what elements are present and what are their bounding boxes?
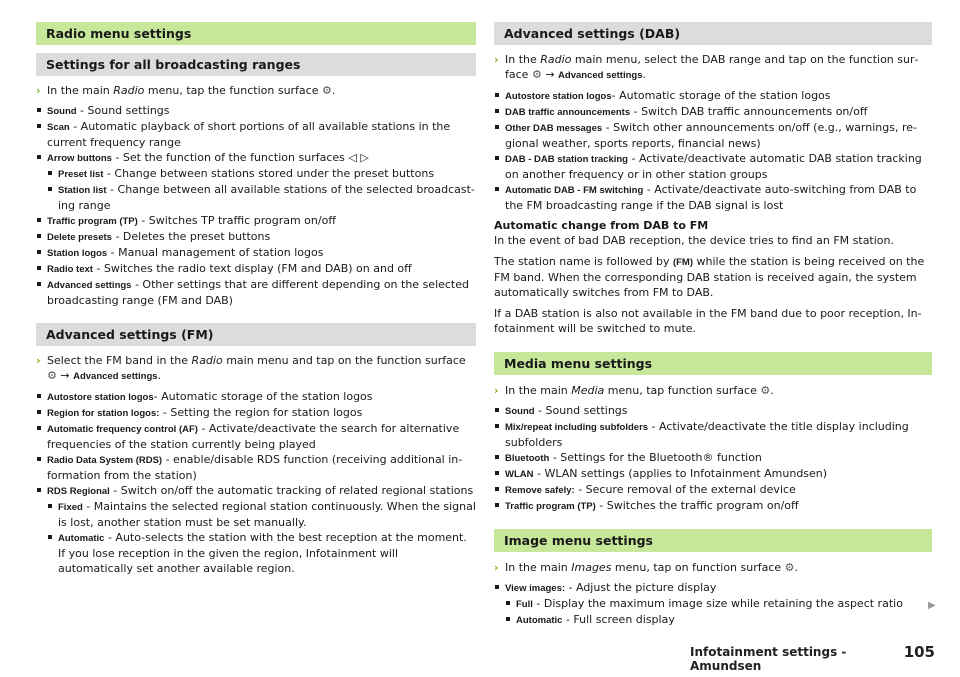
chevron-right-icon: ›: [494, 384, 499, 397]
list-item: Station logos - Manual management of station logos: [36, 245, 476, 261]
gear-icon: ⚙: [531, 68, 542, 81]
dab-settings-list: [494, 88, 932, 213]
radio-menu-heading: Radio menu settings: [36, 22, 476, 45]
gear-icon: ⚙: [784, 561, 795, 574]
page-number: 105: [903, 643, 935, 661]
left-column: [36, 22, 476, 581]
list-item: Autostore station logos- Automatic storage of the station logos: [494, 88, 932, 104]
list-item: Delete presets - Deletes the preset buttons: [36, 229, 476, 245]
triangle-right-icon: ▶: [928, 600, 936, 611]
list-item: Traffic program (TP) - Switches the traffic program on/off: [494, 498, 932, 514]
footer-title: Infotainment settings - Amundsen: [690, 645, 847, 673]
dab-instruction: › In the Radio main menu, select the DAB range and tap on the function surface ⚙ → Advanced settings.: [494, 53, 919, 81]
auto-change-paragraph: Automatic change from DAB to FM In the event of bad DAB reception, the device tries to find an FM station.: [494, 219, 895, 247]
list-item: Fixed - Maintains the selected regional station continuously. When the signal is lost, another station must be set manually.: [47, 499, 476, 530]
gear-icon: ⚙: [47, 369, 57, 382]
broadcasting-ranges-subheading: Settings for all broadcasting ranges: [36, 53, 476, 76]
gear-icon: ⚙: [322, 84, 332, 97]
advanced-fm-subheading: Advanced settings (FM): [36, 323, 476, 346]
list-item: RDS Regional - Switch on/off the automatic tracking of related regional stations Fixed - Maintains the selected regional station continuously. When the signal is lost, another station must be set manually. Automatic - Auto-selects the station with the best reception at the moment. If you lose reception in the given the region, Infotainment will automatically set another available region.: [36, 483, 476, 576]
chevron-right-icon: ›: [36, 354, 41, 367]
image-instruction: › In the main Images menu, tap on function surface ⚙.: [494, 561, 799, 574]
list-item: Mix/repeat including subfolders - Activate/deactivate the title display including subfolders: [494, 419, 932, 450]
fm-instruction: › Select the FM band in the Radio main menu and tap on the function surface ⚙ → Advanced settings.: [36, 354, 466, 382]
list-item: Advanced settings - Other settings that are different depending on the selected broadcasting range (FM and DAB): [36, 277, 476, 308]
page-footer: [690, 643, 935, 673]
list-item: Bluetooth - Settings for the Bluetooth® function: [494, 450, 932, 466]
list-item: Radio Data System (RDS) - enable/disable RDS function (receiving additional information from the station): [36, 452, 476, 483]
rds-regional-sublist: [47, 499, 476, 576]
list-item: Radio text - Switches the radio text display (FM and DAB) on and off: [36, 261, 476, 277]
list-item: WLAN - WLAN settings (applies to Infotainment Amundsen): [494, 466, 932, 482]
list-item: Sound - Sound settings: [494, 403, 932, 419]
media-instruction: › In the main Media menu, tap function surface ⚙.: [494, 384, 774, 397]
list-item: Region for station logos: - Setting the region for station logos: [36, 405, 476, 421]
view-images-sublist: [505, 596, 932, 628]
list-item: Traffic program (TP) - Switches TP traffic program on/off: [36, 213, 476, 229]
list-item: Automatic frequency control (AF) - Activate/deactivate the search for alternative frequencies of the station currently being played: [36, 421, 476, 452]
list-item: Automatic DAB - FM switching - Activate/deactivate auto-switching from DAB to the FM broadcasting range if the DAB signal is lost: [494, 182, 932, 213]
chevron-right-icon: ›: [36, 84, 41, 97]
arrow-icon: →: [60, 369, 70, 382]
list-item: Automatic - Full screen display: [505, 612, 932, 628]
right-column: [494, 22, 932, 633]
list-item: DAB - DAB station tracking - Activate/deactivate automatic DAB station tracking on another frequency or in other station groups: [494, 151, 932, 182]
radio-instruction: › In the main Radio menu, tap the function surface ⚙.: [36, 84, 336, 97]
arrow-icon: →: [545, 68, 555, 81]
media-settings-list: [494, 403, 932, 514]
auto-change-title: Automatic change from DAB to FM: [494, 219, 709, 232]
fm-badge: (FM): [672, 257, 694, 268]
chevron-right-icon: ›: [494, 561, 499, 574]
list-item: Full - Display the maximum image size while retaining the aspect ratio: [505, 596, 932, 612]
mute-paragraph: If a DAB station is also not available in the FM band due to poor reception, Infotainment will be switched to mute.: [494, 307, 922, 335]
image-menu-heading: Image menu settings: [494, 529, 932, 552]
chevron-right-icon: ›: [494, 53, 499, 66]
list-item: Automatic - Auto-selects the station with the best reception at the moment. If you lose reception in the given the region, Infotainment will automatically set another available region.: [47, 530, 476, 576]
fm-badge-paragraph: The station name is followed by (FM) while the station is being received on the FM band. When the corresponding DAB station is received again, the system automatically switches from FM to DAB.: [494, 255, 925, 299]
advanced-dab-subheading: Advanced settings (DAB): [494, 22, 932, 45]
list-item: View images: - Adjust the picture display Full - Display the maximum image size while retaining the aspect ratio Automatic - Full screen display: [494, 580, 932, 628]
media-menu-heading: Media menu settings: [494, 352, 932, 375]
list-item: Arrow buttons - Set the function of the function surfaces ◁ ▷ Preset list - Change between stations stored under the preset buttons Station list - Change between all available stations of the selected broadcasting range: [36, 150, 476, 213]
list-item: Preset list - Change between stations stored under the preset buttons: [47, 166, 476, 182]
list-item: Remove safely: - Secure removal of the external device: [494, 482, 932, 498]
arrow-buttons-sublist: [47, 166, 476, 213]
list-item: Scan - Automatic playback of short portions of all available stations in the current frequency range: [36, 119, 476, 150]
image-settings-list: [494, 580, 932, 628]
list-item: DAB traffic announcements - Switch DAB traffic announcements on/off: [494, 104, 932, 120]
list-item: Sound - Sound settings: [36, 103, 476, 119]
list-item: Station list - Change between all available stations of the selected broadcasting range: [47, 182, 476, 213]
gear-icon: ⚙: [760, 384, 771, 397]
list-item: Autostore station logos- Automatic storage of the station logos: [36, 389, 476, 405]
list-item: Other DAB messages - Switch other announcements on/off (e.g., warnings, regional weather, sports reports, financial news): [494, 120, 932, 151]
fm-settings-list: [36, 389, 476, 576]
radio-settings-list: [36, 103, 476, 308]
